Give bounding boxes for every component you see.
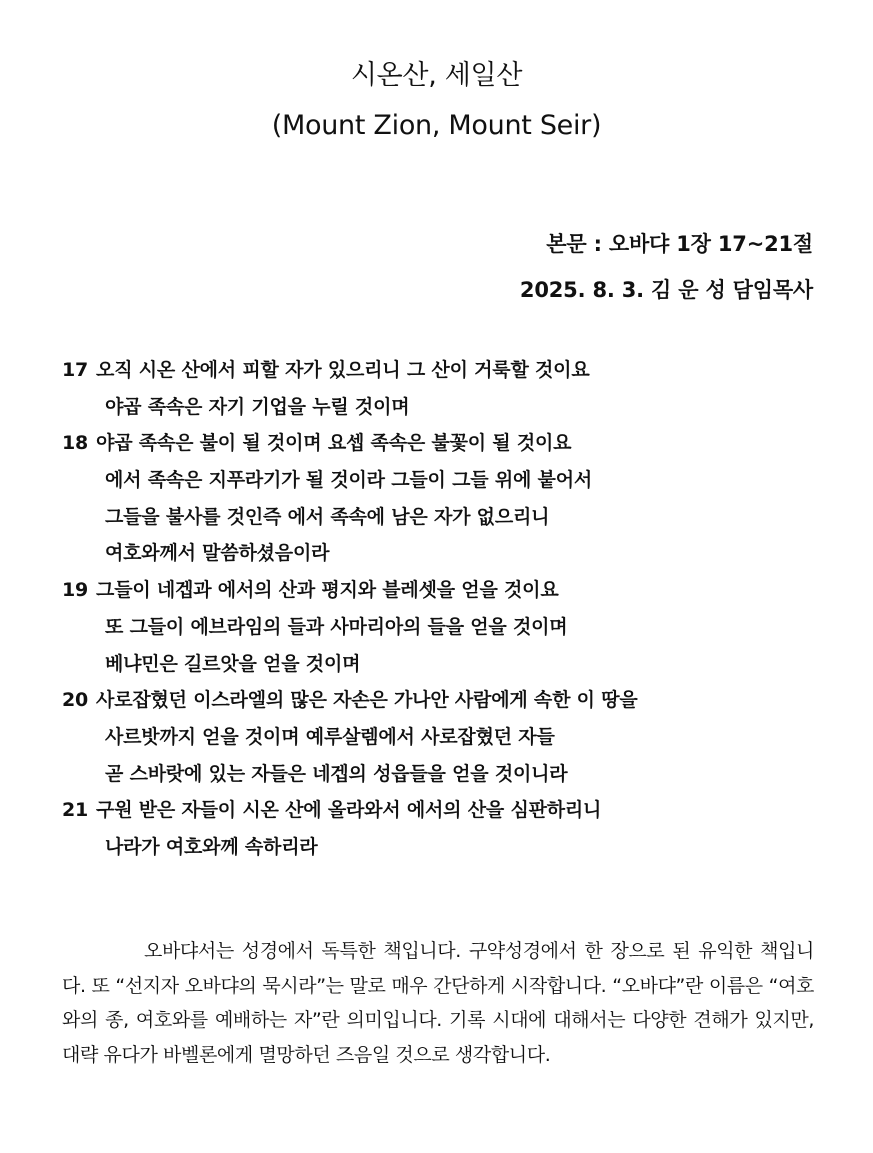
- scripture-reference: 본문 : 오바댜 1장 17~21절: [546, 232, 813, 256]
- sermon-subtitle: (Mount Zion, Mount Seir): [271, 110, 602, 141]
- verse-line: [62, 425, 852, 462]
- verse-number: 18: [62, 432, 89, 455]
- body-paragraph: 오바댜서는 성경에서 독특한 책입니다. 구약성경에서 한 장으로 된 유익한 책입니다. 또 “선지자 오바댜의 묵시라”는 말로 매우 간단하게 시작합니다. “오바댜”란 이름은 “여호와의 종, 여호와를 예배하는 자”란 의미입니다. 기록 시대에 대해서는 다양한 견해가 있지만, 대략 유다가 바벨론에게 멸망하던 즈음일 것으로 생각합니다.: [62, 940, 814, 1066]
- verse-line: [62, 352, 852, 389]
- verse-text: 오직 시온 산에서 피할 자가 있으리니 그 산이 거룩할 것이요: [96, 359, 590, 381]
- verse-line: [62, 389, 852, 426]
- verse-line: [62, 719, 852, 756]
- verse-number: 19: [62, 579, 89, 602]
- verse-text: 구원 받은 자들이 시온 산에 올라와서 에서의 산을 심판하리니: [96, 799, 602, 822]
- verse-line: [62, 572, 852, 609]
- verse-text: 나라가 여호와께 속하리라: [105, 835, 318, 858]
- verse-line: [62, 499, 852, 536]
- verse-text: 그들이 네겝과 에서의 산과 평지와 블레셋을 얻을 것이요: [96, 579, 559, 602]
- verse-text: 그들을 불사를 것인즉 에서 족속에 남은 자가 없으리니: [105, 505, 550, 528]
- verse-text: 사로잡혔던 이스라엘의 많은 자손은 가나안 사람에게 속한 이 땅을: [96, 689, 638, 712]
- verse-text: 에서 족속은 지푸라기가 될 것이라 그들이 그들 위에 붙어서: [105, 469, 593, 492]
- verse-number: 20: [62, 689, 89, 712]
- verse-line: [62, 462, 852, 499]
- verse-text: 베냐민은 길르앗을 얻을 것이며: [105, 652, 361, 675]
- verse-text: 또 그들이 에브라임의 들과 사마리아의 들을 얻을 것이며: [105, 615, 568, 638]
- verse-line: [62, 756, 852, 793]
- verse-line: [62, 646, 852, 683]
- verse-number: 21: [62, 799, 89, 822]
- verse-text: 곧 스바랏에 있는 자들은 네겝의 성읍들을 얻을 것이니라: [105, 762, 568, 785]
- date-author: 2025. 8. 3. 김 운 성 담임목사: [519, 278, 813, 302]
- verse-line: [62, 682, 852, 719]
- scripture-passage: [62, 352, 852, 866]
- verse-text: 여호와께서 말씀하셨음이라: [105, 542, 330, 565]
- verse-line: [62, 609, 852, 646]
- verse-number: 17: [62, 359, 89, 381]
- verse-line: [62, 829, 852, 866]
- verse-line: [62, 792, 852, 829]
- verse-line: [62, 535, 852, 572]
- verse-text: 사르밧까지 얻을 것이며 예루살렘에서 사로잡혔던 자들: [105, 725, 555, 748]
- verse-text: 야곱 족속은 불이 될 것이며 요셉 족속은 불꽃이 될 것이요: [96, 432, 572, 455]
- verse-text: 야곱 족속은 자기 기업을 누릴 것이며: [105, 395, 410, 418]
- sermon-title: 시온산, 세일산: [350, 60, 523, 91]
